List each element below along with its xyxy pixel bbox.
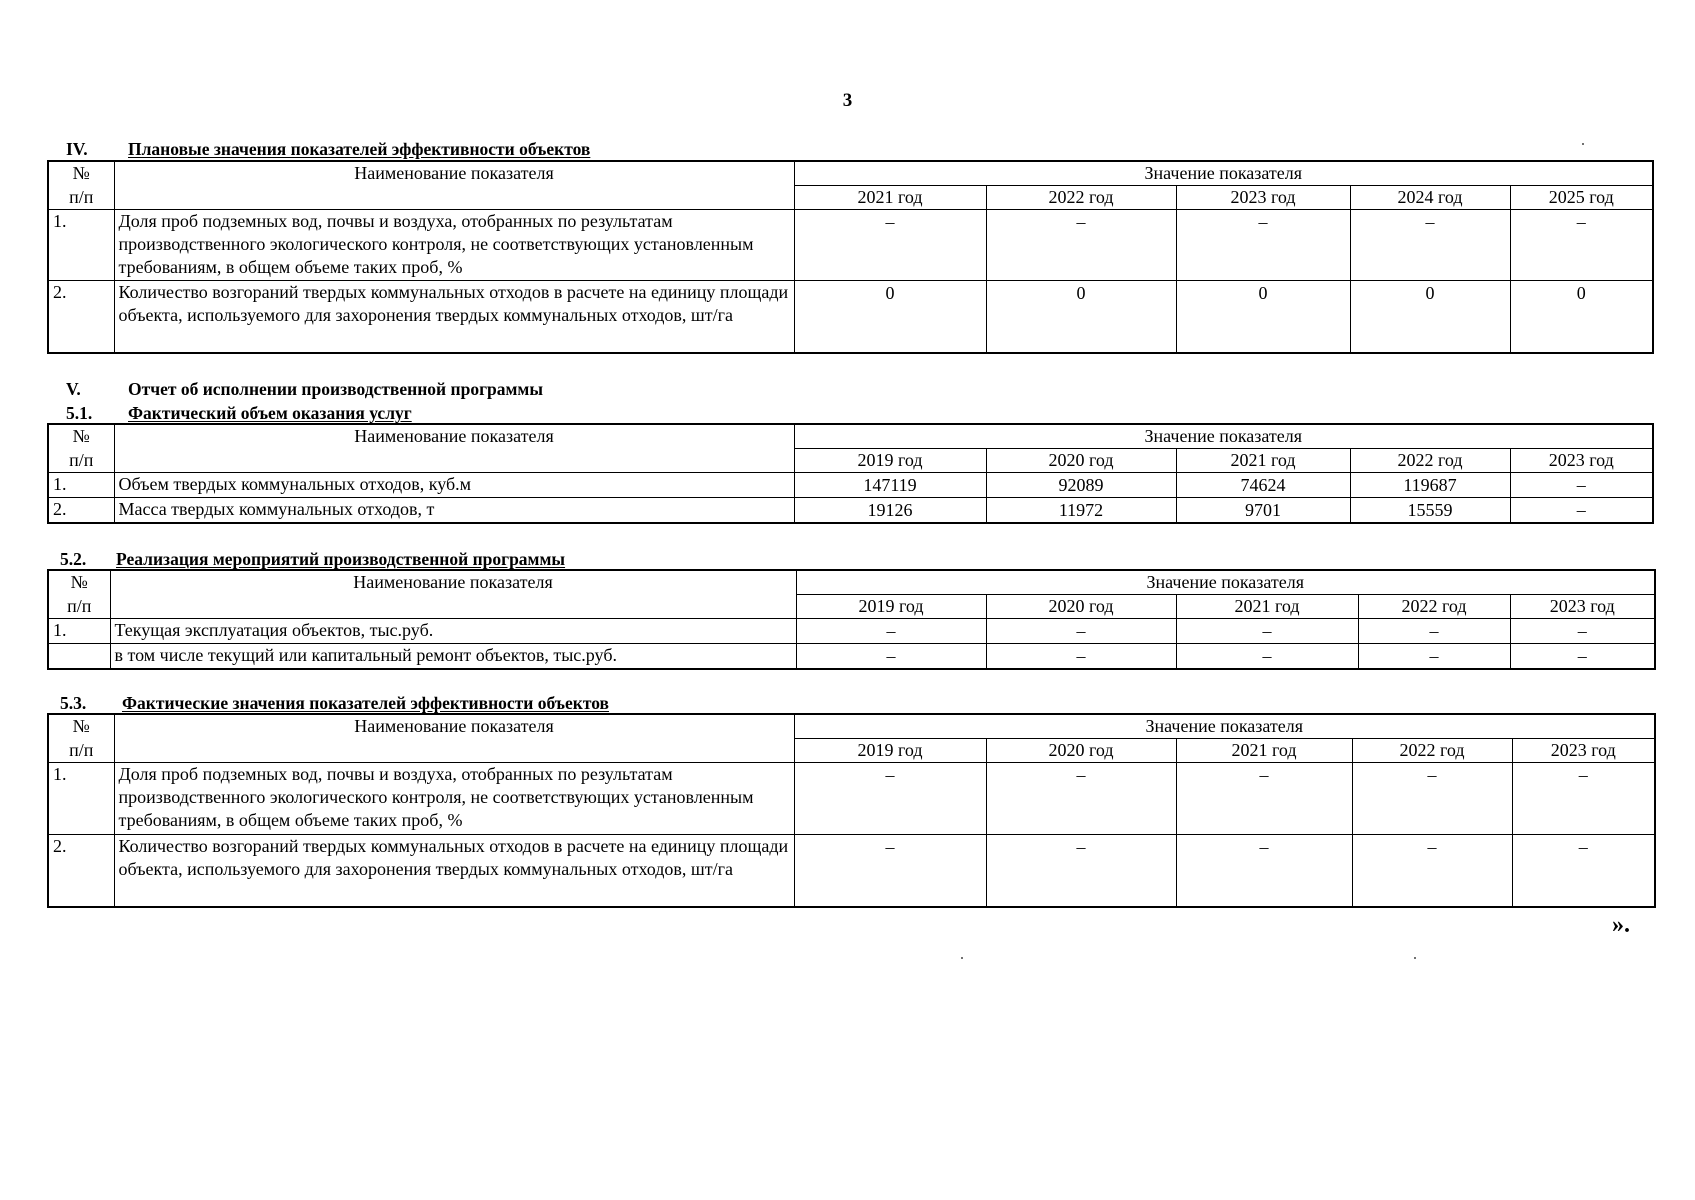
header-name-cont: [114, 739, 794, 763]
row-value: –: [1510, 619, 1655, 644]
row-num: 1.: [48, 473, 114, 498]
row-value: –: [1510, 498, 1653, 524]
row-value: 74624: [1176, 473, 1350, 498]
header-year: 2023 год: [1510, 449, 1653, 473]
row-value: 0: [986, 281, 1176, 353]
row-value: 15559: [1350, 498, 1510, 524]
row-value: –: [1176, 644, 1358, 670]
table-actual-volume: [47, 423, 1654, 524]
header-year: 2023 год: [1176, 186, 1350, 210]
row-value: –: [1358, 619, 1510, 644]
header-num-pp: п/п: [48, 186, 114, 210]
header-year: 2024 год: [1350, 186, 1510, 210]
table-planned-efficiency: [47, 160, 1654, 354]
header-year: 2019 год: [794, 739, 986, 763]
row-value: –: [794, 835, 986, 907]
section-number: 5.1.: [66, 403, 93, 423]
header-year: 2025 год: [1510, 186, 1653, 210]
header-num-pp: п/п: [48, 739, 114, 763]
section-number: 5.2.: [60, 549, 87, 569]
header-year: 2021 год: [1176, 595, 1358, 619]
row-value: –: [1350, 210, 1510, 281]
row-value: 92089: [986, 473, 1176, 498]
header-year: 2022 год: [1350, 449, 1510, 473]
section-title: Плановые значения показателей эффективности объектов: [128, 139, 591, 159]
header-num: №: [48, 424, 114, 449]
section-number: IV.: [66, 139, 88, 159]
header-year: 2019 год: [794, 449, 986, 473]
header-year: 2022 год: [1358, 595, 1510, 619]
table-row: [48, 619, 1655, 644]
section-5-3-heading: [60, 692, 609, 714]
row-value: –: [1358, 644, 1510, 670]
table-row: [48, 644, 1655, 670]
row-value: –: [1512, 835, 1655, 907]
table-row: [48, 498, 1653, 524]
header-year: 2022 год: [1352, 739, 1512, 763]
header-value: Значение показателя: [794, 161, 1653, 186]
row-name: Количество возгораний твердых коммунальных отходов в расчете на единицу площади объекта, используемого для захоронения твердых коммунальных отходов, шт/га: [114, 281, 794, 353]
row-value: 0: [1176, 281, 1350, 353]
header-year: 2020 год: [986, 739, 1176, 763]
header-num: №: [48, 161, 114, 186]
row-value: –: [796, 644, 986, 670]
section-5-2-heading: [60, 548, 565, 570]
header-name: Наименование показателя: [114, 714, 794, 739]
row-value: 0: [1510, 281, 1653, 353]
row-num: 1.: [48, 619, 110, 644]
row-value: 11972: [986, 498, 1176, 524]
closing-quote-mark: ».: [1612, 912, 1630, 938]
row-value: –: [1352, 835, 1512, 907]
table-row: [48, 210, 1653, 281]
header-name: Наименование показателя: [114, 161, 794, 186]
header-name-cont: [114, 449, 794, 473]
row-name: Доля проб подземных вод, почвы и воздуха, отобранных по результатам производственного экологического контроля, не соответствующих установленным требованиям, в общем объеме таких проб, %: [114, 210, 794, 281]
row-value: 0: [794, 281, 986, 353]
table-row: [48, 763, 1655, 835]
row-value: –: [1510, 210, 1653, 281]
row-name: Текущая эксплуатация объектов, тыс.руб.: [110, 619, 796, 644]
row-num: 1.: [48, 210, 114, 281]
header-num-pp: п/п: [48, 595, 110, 619]
header-year: 2021 год: [1176, 739, 1352, 763]
section-iv-heading: [66, 138, 590, 160]
row-num: [48, 644, 110, 670]
header-year: 2021 год: [1176, 449, 1350, 473]
row-num: 2.: [48, 498, 114, 524]
row-value: –: [1176, 619, 1358, 644]
header-year: 2020 год: [986, 595, 1176, 619]
row-value: –: [1352, 763, 1512, 835]
header-num: №: [48, 570, 110, 595]
row-value: 119687: [1350, 473, 1510, 498]
row-name: Доля проб подземных вод, почвы и воздуха, отобранных по результатам производственного экологического контроля, не соответствующих установленным требованиям, в общем объеме таких проб, %: [114, 763, 794, 835]
row-value: –: [1176, 835, 1352, 907]
header-value: Значение показателя: [794, 714, 1655, 739]
section-number: 5.3.: [60, 693, 87, 713]
row-value: –: [1510, 644, 1655, 670]
row-value: 0: [1350, 281, 1510, 353]
table-program-activities: [47, 569, 1656, 670]
table-row: [48, 473, 1653, 498]
section-title: Фактический объем оказания услуг: [128, 403, 412, 423]
row-name: Масса твердых коммунальных отходов, т: [114, 498, 794, 524]
row-value: –: [1510, 473, 1653, 498]
section-title: Реализация мероприятий производственной программы: [116, 549, 566, 569]
row-num: 2.: [48, 281, 114, 353]
row-value: –: [986, 835, 1176, 907]
row-name: Количество возгораний твердых коммунальных отходов в расчете на единицу площади объекта, используемого для захоронения твердых коммунальных отходов, шт/га: [114, 835, 794, 907]
page-number: 3: [842, 90, 853, 111]
scan-speck: [961, 957, 963, 959]
row-value: –: [986, 210, 1176, 281]
table-row: [48, 835, 1655, 907]
header-year: 2022 год: [986, 186, 1176, 210]
header-year: 2020 год: [986, 449, 1176, 473]
row-value: –: [796, 619, 986, 644]
header-name: Наименование показателя: [114, 424, 794, 449]
row-num: 2.: [48, 835, 114, 907]
header-name-cont: [114, 186, 794, 210]
section-title: Отчет об исполнении производственной программы: [128, 379, 544, 399]
row-value: –: [986, 763, 1176, 835]
header-value: Значение показателя: [794, 424, 1653, 449]
section-title: Фактические значения показателей эффективности объектов: [122, 693, 609, 713]
header-num: №: [48, 714, 114, 739]
scan-speck: [1414, 957, 1416, 959]
row-value: –: [986, 644, 1176, 670]
section-5-1-heading: [66, 402, 412, 424]
section-number: V.: [66, 379, 81, 399]
row-value: –: [1176, 763, 1352, 835]
row-value: 147119: [794, 473, 986, 498]
row-value: 19126: [794, 498, 986, 524]
header-name: Наименование показателя: [110, 570, 796, 595]
table-actual-efficiency: [47, 713, 1656, 908]
table-row: [48, 281, 1653, 353]
row-value: –: [794, 210, 986, 281]
header-year: 2023 год: [1512, 739, 1655, 763]
header-value: Значение показателя: [796, 570, 1655, 595]
row-num: 1.: [48, 763, 114, 835]
header-name-cont: [110, 595, 796, 619]
row-value: –: [986, 619, 1176, 644]
row-name: Объем твердых коммунальных отходов, куб.м: [114, 473, 794, 498]
header-year: 2019 год: [796, 595, 986, 619]
header-year: 2023 год: [1510, 595, 1655, 619]
section-v-heading: [66, 378, 543, 400]
header-num-pp: п/п: [48, 449, 114, 473]
header-year: 2021 год: [794, 186, 986, 210]
row-value: –: [794, 763, 986, 835]
row-value: –: [1176, 210, 1350, 281]
row-value: –: [1512, 763, 1655, 835]
row-name: в том числе текущий или капитальный ремонт объектов, тыс.руб.: [110, 644, 796, 670]
row-value: 9701: [1176, 498, 1350, 524]
scan-speck: [1582, 143, 1584, 145]
